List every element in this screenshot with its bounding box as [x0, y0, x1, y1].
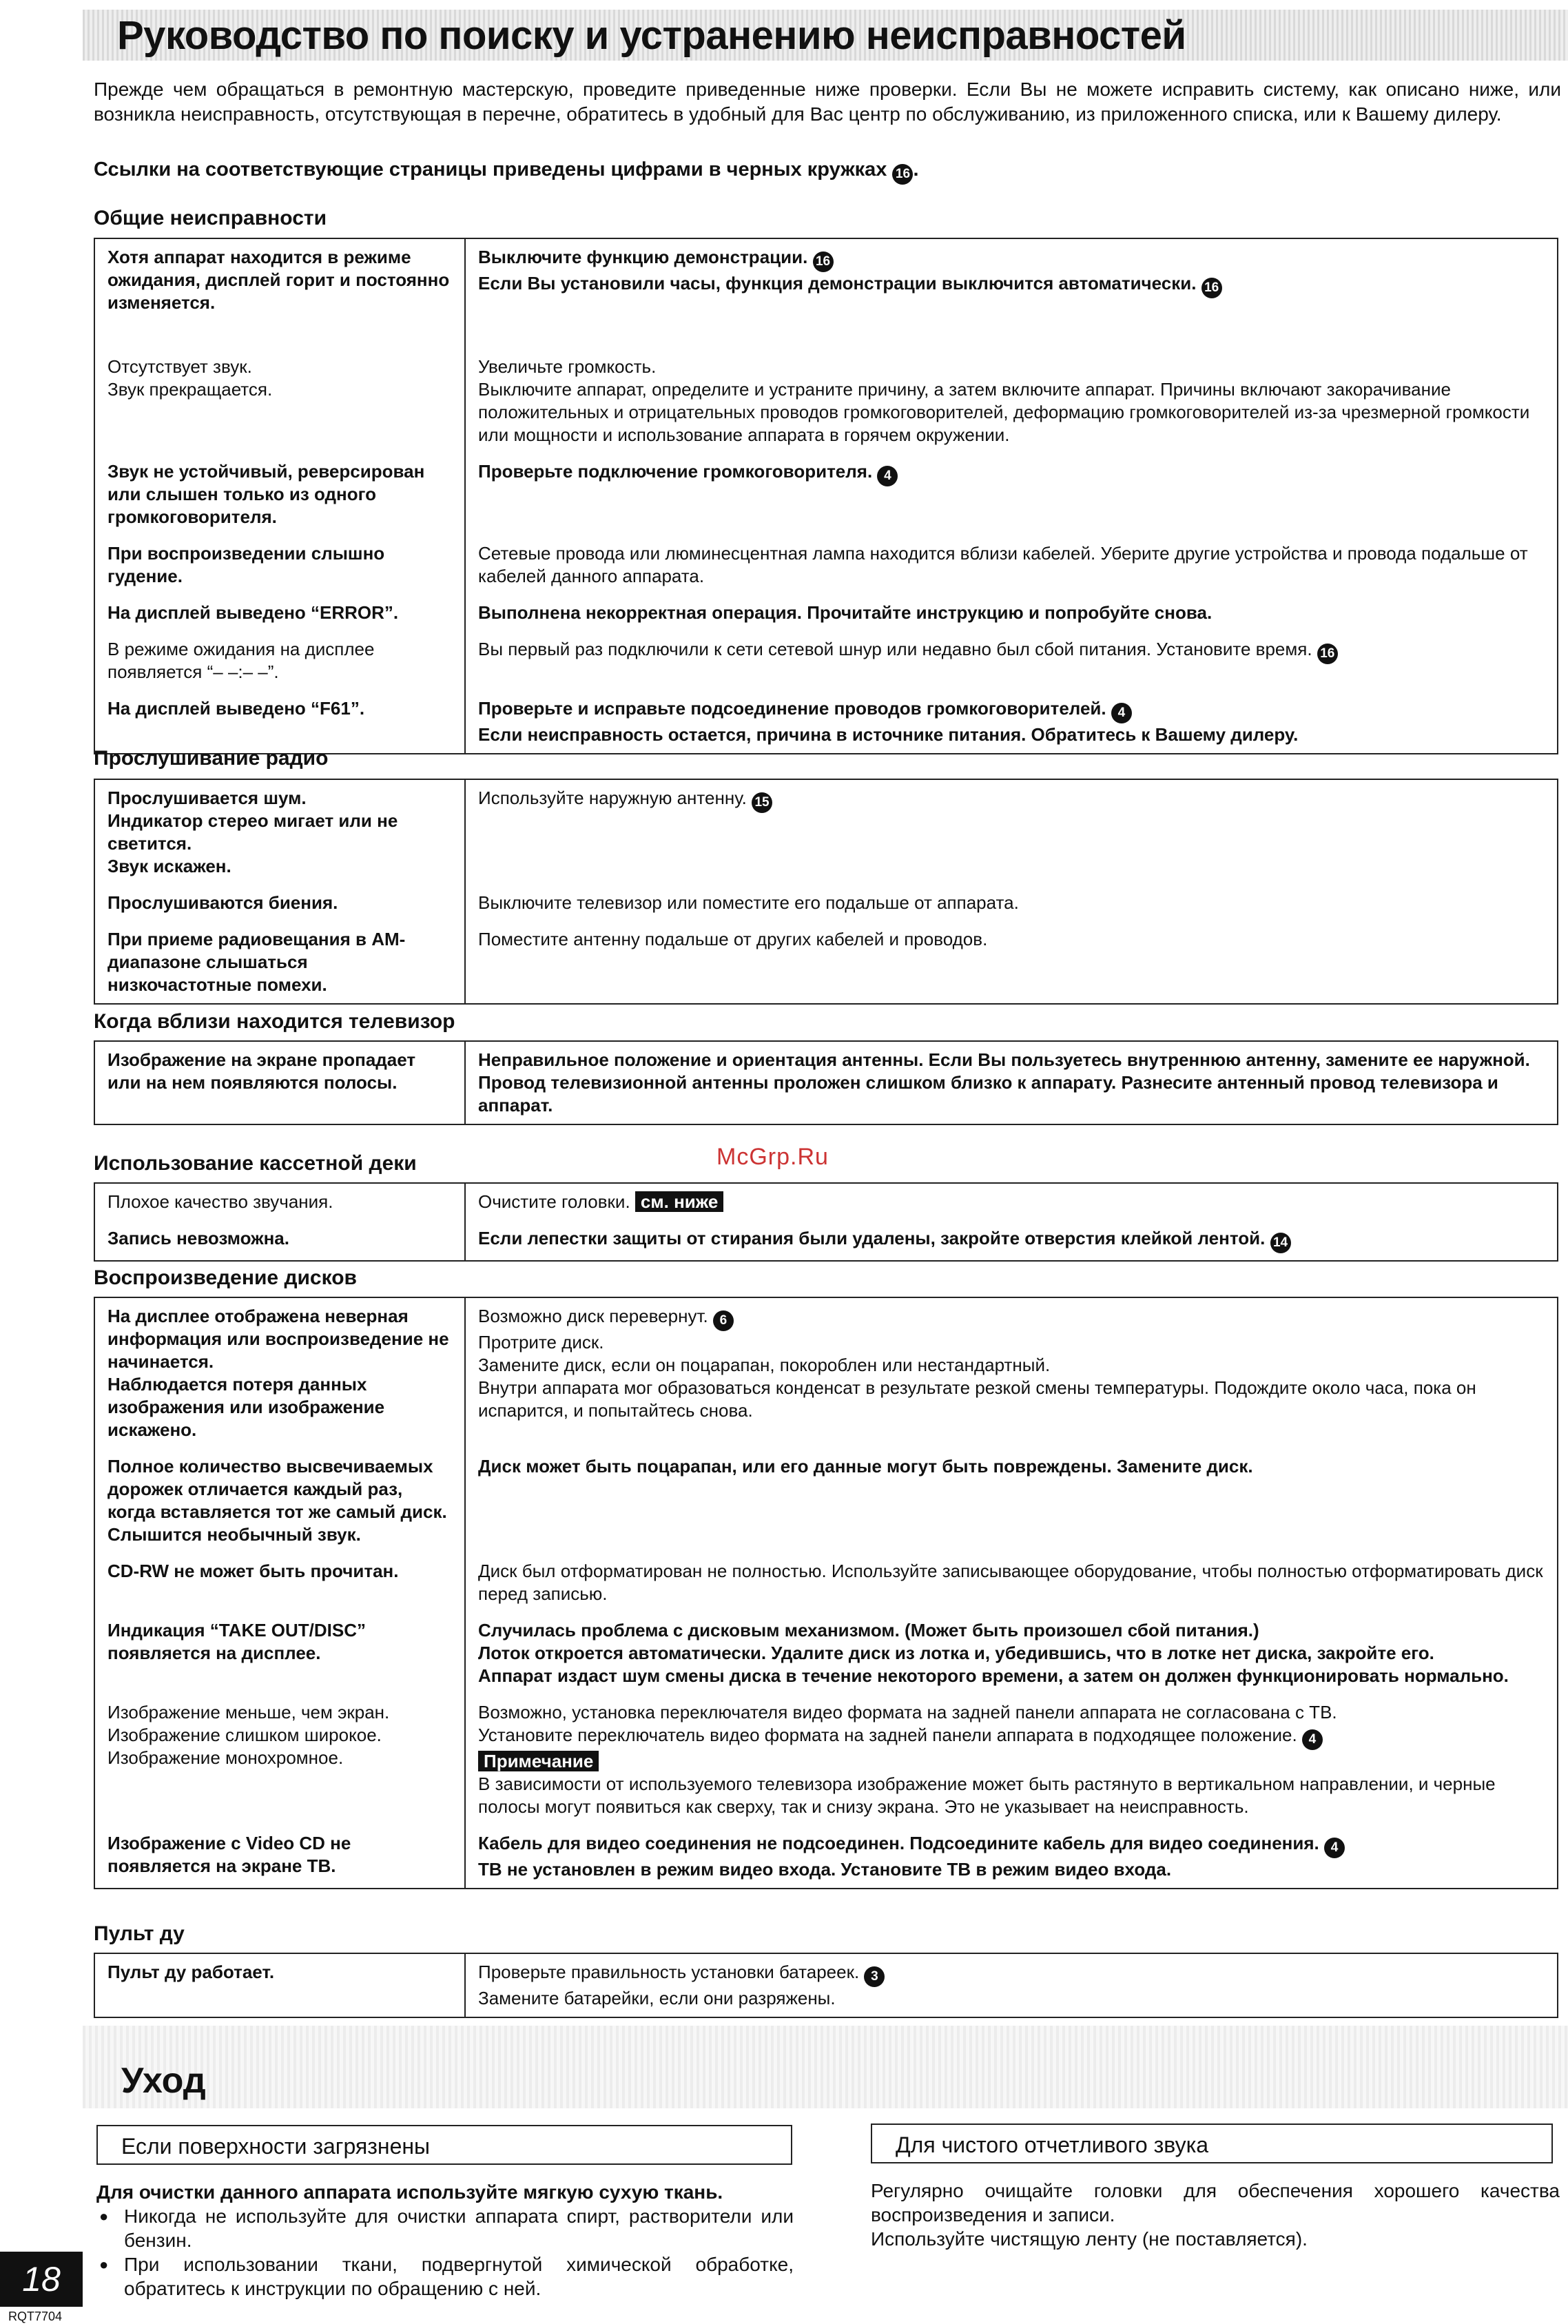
table-row — [94, 690, 1558, 754]
watermark: McGrp.Ru — [716, 1144, 829, 1170]
see-below-tag: см. ниже — [635, 1191, 723, 1212]
symptom-cell: Пульт ду работает. — [94, 1953, 465, 2017]
remedy-cell — [465, 238, 1558, 349]
table-row — [94, 1297, 1558, 1448]
table-row — [94, 238, 1558, 349]
table-row — [94, 1953, 1558, 2017]
page-number: 18 — [0, 2252, 83, 2307]
remedy-line: Выключите функцию демонстрации. — [478, 247, 808, 267]
remedy-cell — [465, 779, 1558, 885]
page-ref-badge: 4 — [1324, 1838, 1345, 1858]
page-ref-badge: 15 — [752, 792, 772, 813]
page-ref-badge: 4 — [1302, 1729, 1323, 1750]
table-row — [94, 1825, 1558, 1889]
symptom-cell: На дисплей выведено “F61”. — [94, 690, 465, 754]
symptom-cell: CD-RW не может быть прочитан. — [94, 1553, 465, 1612]
remedy-line: Возможно, установка переключателя видео формата на задней панели аппарата не согласована с ТВ. — [478, 1702, 1337, 1723]
section-title-general: Общие неисправности — [94, 207, 327, 229]
remedy-cell — [465, 690, 1558, 754]
remedy-line: Если Вы установили часы, функция демонстрации выключится автоматически. — [478, 273, 1197, 294]
symptom-line: Наблюдается потеря данных изображения или изображение искажено. — [107, 1374, 385, 1440]
remedy-cell — [465, 1953, 1558, 2017]
symptom-cell: Плохое качество звучания. — [94, 1183, 465, 1220]
remedy-line: Увеличьте громкость. — [478, 356, 657, 377]
symptom-cell: Хотя аппарат находится в режиме ожидания, дисплей горит и постоянно изменяется. — [94, 238, 465, 349]
care-title: Уход — [121, 2061, 206, 2101]
remedy-line: Установите переключатель видео формата на задней панели аппарата в подходящее положение. — [478, 1725, 1297, 1745]
symptom-line: Изображение монохромное. — [107, 1747, 344, 1768]
remedy-cell — [465, 631, 1558, 690]
page-ref-badge: 16 — [813, 251, 834, 272]
page-ref-badge: 16 — [1201, 278, 1222, 298]
remedy-cell — [465, 1825, 1558, 1889]
symptom-cell: На дисплей выведено “ERROR”. — [94, 595, 465, 631]
table-row — [94, 1612, 1558, 1694]
remedy-line: Проверьте и исправьте подсоединение проводов громкоговорителей. — [478, 698, 1106, 719]
intro-paragraph: Прежде чем обращаться в ремонтную мастерскую, проведите приведенные ниже проверки. Если Вы не можете исправить систему, как описано ниже, или возникла неисправность, отсутствующая в перечне, обратитесь в удобный для Вас центр по обслуживанию, из приложенного списка, или к Вашему дилеру. — [94, 79, 1561, 125]
symptom-cell: При воспроизведении слышно гудение. — [94, 535, 465, 595]
section-title-remote: Пульт ду — [94, 1922, 185, 1945]
remedy-line: Аппарат издаст шум смены диска в течение некоторого времени, а затем он должен функционировать нормально. — [478, 1665, 1509, 1686]
care-right-p1: Регулярно очищайте головки для обеспечения хорошего качества воспроизведения и записи. — [871, 2180, 1560, 2225]
remedy-line: Кабель для видео соединения не подсоединен. Подсоедините кабель для видео соединения. — [478, 1833, 1319, 1853]
symptom-cell: Полное количество высвечиваемых дорожек отличается каждый раз, когда вставляется тот же самый диск. Слышится необычный звук. — [94, 1448, 465, 1553]
table-row — [94, 595, 1558, 631]
table-row — [94, 1183, 1558, 1220]
remedy-cell — [465, 453, 1558, 535]
care-left-lead: Для очистки данного аппарата используйте мягкую сухую ткань. — [96, 2181, 723, 2203]
table-radio — [94, 779, 1558, 1005]
symptom-cell: Запись невозможна. — [94, 1220, 465, 1261]
remedy-line: Очистите головки. — [478, 1191, 630, 1212]
remedy-line: Замените батарейки, если они разряжены. — [478, 1988, 836, 2008]
symptom-cell — [94, 1297, 465, 1448]
page-ref-badge: 3 — [864, 1966, 885, 1987]
page-ref-badge: 6 — [713, 1310, 734, 1331]
page-ref-badge: 16 — [1317, 644, 1338, 664]
remedy-cell: Диск был отформатирован не полностью. Используйте записывающее оборудование, чтобы полностью отформатировать диск перед записью. — [478, 1561, 1543, 1604]
care-right-p2: Используйте чистящую ленту (не поставляется). — [871, 2228, 1308, 2250]
table-row — [94, 779, 1558, 885]
symptom-line: Отсутствует звук. — [107, 356, 252, 377]
symptom-line: На дисплее отображена неверная информация или воспроизведение не начинается. — [107, 1306, 449, 1372]
symptom-cell — [94, 779, 465, 885]
symptom-cell: Изображение с Video CD не появляется на экране ТВ. — [94, 1825, 465, 1889]
symptom-cell: В режиме ожидания на дисплее появляется “– –:– –”. — [94, 631, 465, 690]
remedy-line: Проверьте правильность установки батареек. — [478, 1962, 860, 1982]
remedy-line: Случилась проблема с дисковым механизмом. (Может быть произошел сбой питания.) — [478, 1620, 1259, 1641]
remedy-line: Вы первый раз подключили к сети сетевой шнур или недавно был сбой питания. Установите время. — [478, 639, 1312, 659]
table-row — [94, 1220, 1558, 1261]
table-disc — [94, 1297, 1558, 1889]
references-note — [94, 158, 919, 185]
remedy-line: Если неисправность остается, причина в источнике питания. Обратитесь к Вашему дилеру. — [478, 724, 1299, 745]
table-remote — [94, 1953, 1558, 2018]
remedy-line: Возможно диск перевернут. — [478, 1306, 708, 1326]
remedy-cell — [465, 1220, 1558, 1261]
page-ref-badge: 14 — [1270, 1233, 1291, 1253]
page-ref-badge: 16 — [892, 164, 913, 185]
symptom-line: Звук искажен. — [107, 856, 231, 876]
remedy-line: Внутри аппарата мог образоваться конденсат в результате резкой смены температуры. Подождите около часа, пока он испарится, и попытайтесь снова. — [478, 1377, 1476, 1421]
table-row — [94, 453, 1558, 535]
list-item: ● Никогда не используйте для очистки аппарата спирт, растворители или бензин. — [96, 2204, 794, 2252]
section-title-radio: Прослушивание радио — [94, 747, 329, 770]
table-row — [94, 535, 1558, 595]
symptom-line: Прослушивается шум. — [107, 788, 307, 808]
remedy-cell — [465, 1694, 1558, 1825]
remedy-cell — [465, 1297, 1558, 1448]
section-title-cassette: Использование кассетной деки — [94, 1152, 417, 1175]
care-band — [83, 2026, 1568, 2108]
remedy-cell — [465, 1612, 1558, 1694]
table-row — [94, 1694, 1558, 1825]
table-row — [94, 885, 1558, 921]
care-left-text — [96, 2180, 794, 2301]
remedy-cell: Сетевые провода или люминесцентная лампа находится вблизи кабелей. Уберите другие устройства и провода подальше от кабелей данного аппарата. — [478, 543, 1528, 586]
remedy-cell: Диск может быть поцарапан, или его данные могут быть повреждены. Замените диск. — [478, 1456, 1253, 1477]
remedy-line: Лоток откроется автоматически. Удалите диск из лотка и, убедившись, что в лотке нет диска, закройте его. — [478, 1643, 1434, 1663]
symptom-line: Изображение слишком широкое. — [107, 1725, 382, 1745]
remedy-line: Используйте наружную антенну. — [478, 788, 747, 808]
symptom-cell: При приеме радиовещания в AM-диапазоне слышаться низкочастотные помехи. — [94, 921, 465, 1004]
remedy-cell: Выполнена некорректная операция. Прочитайте инструкцию и попробуйте снова. — [478, 602, 1213, 623]
section-title-tv: Когда вблизи находится телевизор — [94, 1010, 455, 1033]
symptom-line: Изображение меньше, чем экран. — [107, 1702, 390, 1723]
remedy-line: Неправильное положение и ориентация антенны. Если Вы пользуетесь внутреннюю антенну, замените ее наружной. — [478, 1049, 1530, 1070]
page-title: Руководство по поиску и устранению неисправностей — [117, 13, 1186, 58]
table-row — [94, 1041, 1558, 1124]
remedy-line: Если лепестки защиты от стирания были удалены, закройте отверстия клейкой лентой. — [478, 1228, 1266, 1248]
remedy-line: Провод телевизионной антенны проложен слишком близко к аппарату. Разнесите антенный провод телевизора и аппарат. — [478, 1072, 1498, 1115]
symptom-cell: Прослушиваются биения. — [94, 885, 465, 921]
symptom-line: Звук прекращается. — [107, 379, 273, 400]
table-general — [94, 238, 1558, 754]
document-code: RQT7704 — [8, 2310, 63, 2323]
title-band — [83, 10, 1568, 61]
table-row — [94, 349, 1558, 453]
note-label: Примечание — [478, 1751, 599, 1771]
remedy-line: Протрите диск. — [478, 1332, 604, 1353]
care-right-heading: Для чистого отчетливого звука — [871, 2124, 1553, 2163]
table-row — [94, 1448, 1558, 1553]
remedy-cell — [465, 1041, 1558, 1124]
remedy-line: ТВ не установлен в режим видео входа. Установите ТВ в режим видео входа. — [478, 1859, 1172, 1880]
table-row — [94, 631, 1558, 690]
page-ref-badge: 4 — [1111, 703, 1132, 723]
symptom-cell: Изображение на экране пропадает или на нем появляются полосы. — [94, 1041, 465, 1124]
symptom-cell: Звук не устойчивый, реверсирован или слышен только из одного громкоговорителя. — [94, 453, 465, 535]
care-left-bullets — [96, 2204, 794, 2301]
table-cassette — [94, 1182, 1558, 1262]
care-right-text — [871, 2179, 1560, 2251]
remedy-cell: Выключите телевизор или поместите его подальше от аппарата. — [478, 892, 1019, 913]
remedy-cell — [465, 1183, 1558, 1220]
note-text: В зависимости от используемого телевизора изображение может быть растянуто в вертикальном направлении, и черные полосы могут появиться как сверху, так и снизу экрана. Это не указывает на неисправность. — [478, 1773, 1496, 1817]
symptom-cell: Индикация “TAKE OUT/DISC” появляется на дисплее. — [94, 1612, 465, 1694]
references-end: . — [913, 158, 919, 181]
references-text: Ссылки на соответствующие страницы приведены цифрами в черных кружках — [94, 158, 887, 181]
list-item: ● При использовании ткани, подвергнутой химической обработке, обратитесь к инструкции по обращению с ней. — [96, 2252, 794, 2301]
care-left-heading: Если поверхности загрязнены — [96, 2125, 792, 2165]
page-ref-badge: 4 — [877, 466, 898, 486]
table-row — [94, 921, 1558, 1004]
remedy-line: Выключите аппарат, определите и устраните причину, а затем включите аппарат. Причины включают закорачивание положительных и отрицательных проводов громкоговорителей, деформацию громкоговорителей из-за чрезмерной громкости или мощности и использование аппарата в горячем окружении. — [478, 379, 1530, 445]
symptom-cell — [94, 349, 465, 453]
remedy-cell: Поместите антенну подальше от других кабелей и проводов. — [478, 929, 988, 949]
symptom-cell — [94, 1694, 465, 1825]
section-title-disc: Воспроизведение дисков — [94, 1266, 358, 1289]
symptom-line: Индикатор стерео мигает или не светится. — [107, 810, 398, 854]
remedy-line: Замените диск, если он поцарапан, покороблен или нестандартный. — [478, 1355, 1051, 1375]
table-tv — [94, 1040, 1558, 1125]
remedy-cell — [465, 349, 1558, 453]
table-row — [94, 1553, 1558, 1612]
remedy-line: Проверьте подключение громкоговорителя. — [478, 461, 873, 482]
